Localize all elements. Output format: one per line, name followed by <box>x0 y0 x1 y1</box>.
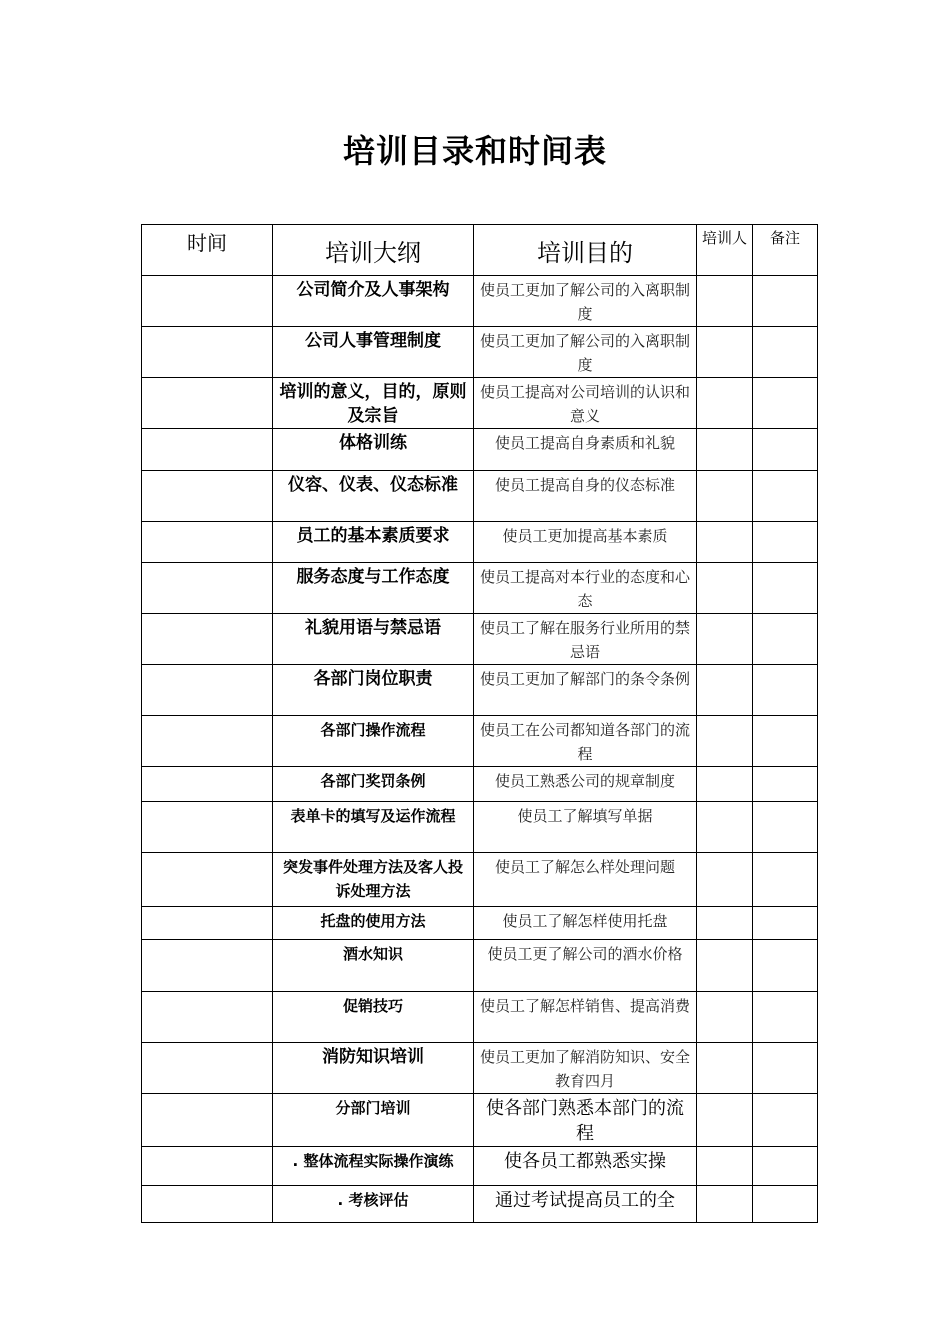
cell-notes <box>753 429 818 471</box>
cell-purpose: 使员工熟悉公司的规章制度 <box>474 767 697 802</box>
table-row <box>142 665 818 716</box>
cell-trainer <box>697 907 753 940</box>
cell-time <box>142 471 273 522</box>
cell-outline: 培训的意义，目的，原则及宗旨 <box>273 378 474 429</box>
table-row <box>142 1186 818 1223</box>
cell-notes <box>753 665 818 716</box>
cell-purpose: 使员工了解填写单据 <box>474 802 697 853</box>
table-row <box>142 992 818 1043</box>
cell-outline: 表单卡的填写及运作流程 <box>273 802 474 853</box>
cell-trainer <box>697 1186 753 1223</box>
header-time: 时间 <box>142 225 273 276</box>
cell-time <box>142 276 273 327</box>
header-purpose: 培训目的 <box>474 225 697 276</box>
cell-time <box>142 716 273 767</box>
cell-trainer <box>697 1147 753 1186</box>
table-row <box>142 1043 818 1094</box>
header-outline: 培训大纲 <box>273 225 474 276</box>
table-row <box>142 1147 818 1186</box>
header-notes: 备注 <box>753 225 818 276</box>
cell-time <box>142 1043 273 1094</box>
cell-trainer <box>697 1043 753 1094</box>
cell-purpose: 使员工更加提高基本素质 <box>474 522 697 563</box>
cell-notes <box>753 327 818 378</box>
cell-outline: 各部门岗位职责 <box>273 665 474 716</box>
cell-trainer <box>697 853 753 907</box>
cell-trainer <box>697 276 753 327</box>
table-row <box>142 716 818 767</box>
cell-trainer <box>697 802 753 853</box>
cell-time <box>142 940 273 992</box>
table-row <box>142 802 818 853</box>
cell-outline: 体格训练 <box>273 429 474 471</box>
cell-notes <box>753 992 818 1043</box>
cell-trainer <box>697 563 753 614</box>
cell-purpose: 使员工更加了解消防知识、安全教育四月 <box>474 1043 697 1094</box>
cell-time <box>142 429 273 471</box>
table-row <box>142 429 818 471</box>
table-row <box>142 276 818 327</box>
cell-outline: 各部门奖罚条例 <box>273 767 474 802</box>
cell-outline: 员工的基本素质要求 <box>273 522 474 563</box>
cell-outline: . 考核评估 <box>273 1186 474 1223</box>
table-body <box>142 276 818 1223</box>
cell-purpose: 使员工提高自身的仪态标准 <box>474 471 697 522</box>
cell-notes <box>753 1043 818 1094</box>
cell-purpose: 使员工提高自身素质和礼貌 <box>474 429 697 471</box>
cell-trainer <box>697 471 753 522</box>
cell-trainer <box>697 665 753 716</box>
cell-time <box>142 327 273 378</box>
cell-trainer <box>697 940 753 992</box>
cell-time <box>142 522 273 563</box>
cell-purpose: 使员工更了解公司的酒水价格 <box>474 940 697 992</box>
table-row <box>142 327 818 378</box>
table-row <box>142 1094 818 1147</box>
cell-notes <box>753 907 818 940</box>
cell-purpose: 使员工了解怎么样处理问题 <box>474 853 697 907</box>
training-schedule-table <box>141 224 818 1223</box>
cell-time <box>142 1147 273 1186</box>
cell-time <box>142 614 273 665</box>
cell-purpose: 使员工提高对公司培训的认识和意义 <box>474 378 697 429</box>
cell-notes <box>753 563 818 614</box>
cell-notes <box>753 716 818 767</box>
cell-purpose: 使员工了解怎样销售、提高消费 <box>474 992 697 1043</box>
table-row <box>142 563 818 614</box>
cell-outline: . 整体流程实际操作演练 <box>273 1147 474 1186</box>
cell-notes <box>753 522 818 563</box>
cell-notes <box>753 1147 818 1186</box>
cell-purpose: 使员工在公司都知道各部门的流程 <box>474 716 697 767</box>
cell-notes <box>753 471 818 522</box>
cell-time <box>142 853 273 907</box>
table-row <box>142 767 818 802</box>
cell-outline: 仪容、仪表、仪态标准 <box>273 471 474 522</box>
cell-purpose: 使各部门熟悉本部门的流程 <box>474 1094 697 1147</box>
table-row <box>142 471 818 522</box>
cell-outline: 公司人事管理制度 <box>273 327 474 378</box>
cell-time <box>142 802 273 853</box>
cell-time <box>142 907 273 940</box>
cell-purpose: 使各员工都熟悉实操 <box>474 1147 697 1186</box>
cell-trainer <box>697 1094 753 1147</box>
cell-notes <box>753 853 818 907</box>
cell-time <box>142 992 273 1043</box>
cell-outline: 公司简介及人事架构 <box>273 276 474 327</box>
cell-outline: 促销技巧 <box>273 992 474 1043</box>
page-title: 培训目录和时间表 <box>342 132 607 170</box>
cell-trainer <box>697 429 753 471</box>
table-row <box>142 522 818 563</box>
cell-notes <box>753 276 818 327</box>
cell-notes <box>753 1186 818 1223</box>
cell-notes <box>753 940 818 992</box>
cell-outline: 礼貌用语与禁忌语 <box>273 614 474 665</box>
cell-time <box>142 665 273 716</box>
cell-notes <box>753 1094 818 1147</box>
cell-purpose: 使员工更加了解公司的入离职制度 <box>474 327 697 378</box>
header-row <box>142 225 818 276</box>
table-row <box>142 940 818 992</box>
cell-time <box>142 563 273 614</box>
cell-trainer <box>697 522 753 563</box>
cell-notes <box>753 614 818 665</box>
cell-notes <box>753 767 818 802</box>
cell-purpose: 使员工了解在服务行业所用的禁忌语 <box>474 614 697 665</box>
cell-trainer <box>697 327 753 378</box>
cell-time <box>142 1094 273 1147</box>
cell-time <box>142 767 273 802</box>
table-row <box>142 614 818 665</box>
cell-purpose: 通过考试提高员工的全 <box>474 1186 697 1223</box>
header-trainer: 培训人 <box>697 225 753 276</box>
cell-time <box>142 1186 273 1223</box>
table-row <box>142 853 818 907</box>
table-row <box>142 907 818 940</box>
cell-trainer <box>697 614 753 665</box>
cell-outline: 突发事件处理方法及客人投诉处理方法 <box>273 853 474 907</box>
cell-trainer <box>697 767 753 802</box>
cell-purpose: 使员工提高对本行业的态度和心态 <box>474 563 697 614</box>
cell-outline: 分部门培训 <box>273 1094 474 1147</box>
cell-outline: 消防知识培训 <box>273 1043 474 1094</box>
cell-trainer <box>697 378 753 429</box>
cell-trainer <box>697 992 753 1043</box>
cell-purpose: 使员工更加了解公司的入离职制度 <box>474 276 697 327</box>
cell-outline: 酒水知识 <box>273 940 474 992</box>
cell-purpose: 使员工了解怎样使用托盘 <box>474 907 697 940</box>
cell-outline: 托盘的使用方法 <box>273 907 474 940</box>
cell-trainer <box>697 716 753 767</box>
cell-purpose: 使员工更加了解部门的条令条例 <box>474 665 697 716</box>
cell-outline: 各部门操作流程 <box>273 716 474 767</box>
cell-notes <box>753 802 818 853</box>
cell-outline: 服务态度与工作态度 <box>273 563 474 614</box>
cell-notes <box>753 378 818 429</box>
table-row <box>142 378 818 429</box>
cell-time <box>142 378 273 429</box>
